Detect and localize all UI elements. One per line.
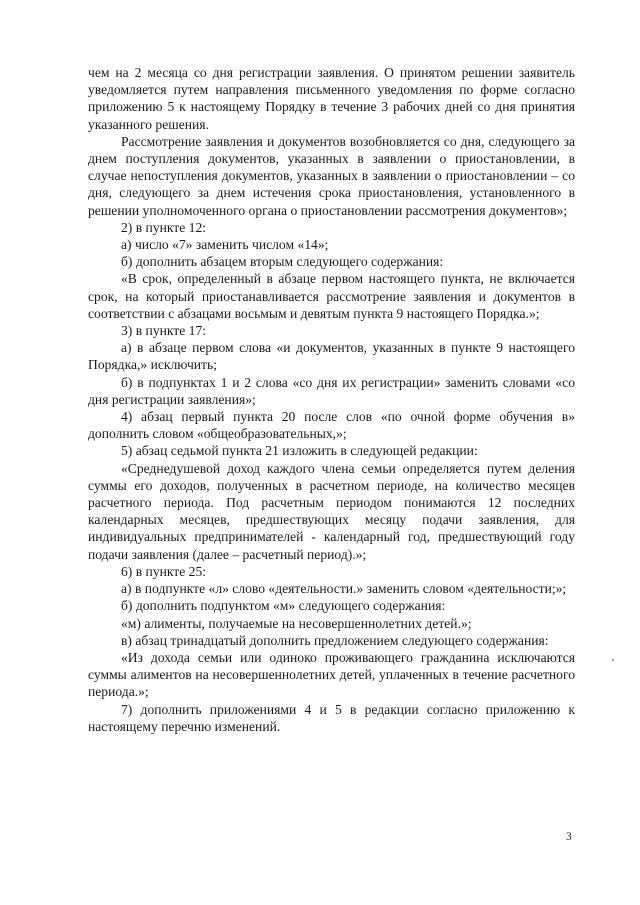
paragraph-item-3b: б) в подпунктах 1 и 2 слова «со дня их регистрации» заменить словами «со дня регистрации заявления»; xyxy=(88,374,575,407)
paragraph-quote-exclusion: «Из дохода семьи или одиноко проживающего гражданина исключаются суммы алиментов на несовершеннолетних детей, уплаченных в течение расчетного периода.»; xyxy=(88,649,575,700)
paragraph-item-2: 2) в пункте 12: xyxy=(121,219,207,235)
paragraph-item-5: 5) абзац седьмой пункта 21 изложить в следующей редакции: xyxy=(121,443,478,459)
paragraph-item-7: 7) дополнить приложениями 4 и 5 в редакции согласно приложению к настоящему перечню изменений. xyxy=(88,701,575,734)
paragraph-deadline-extension: чем на 2 месяца со дня регистрации заявления. О принятом решении заявитель уведомляется путем направления письменного уведомления по форме согласно приложению 5 к настоящему Порядку в течение 3 рабочих дней со дня принятия указанного решения. xyxy=(88,65,575,132)
paragraph-item-3a: а) в абзаце первом слова «и документов, указанных в пункте 9 настоящего Порядка,» исключить; xyxy=(88,340,575,373)
paragraph-quote-income: «Среднедушевой доход каждого члена семьи определяется путем деления суммы его доходов, полученных в расчетном периоде, на количество месяцев расчетного периода. Под расчетным периодом понимаются 12 последних календарных месяцев, предшествующих месяцу подачи заявления, для индивидуальных предпринимателей - календарный год, предшествующий году подачи заявления (далее – расчетный период).»; xyxy=(88,460,575,562)
paragraph-item-6b: б) дополнить подпунктом «м» следующего содержания: xyxy=(121,598,446,614)
paragraph-item-6v: в) абзац тринадцатый дополнить предложением следующего содержания: xyxy=(121,632,549,648)
paragraph-quote-term: «В срок, определенный в абзаце первом настоящего пункта, не включается срок, на который приостанавливается рассмотрение заявления и документов в соответствии с абзацами восьмым и девятым пункта 9 настоящего Порядка.»; xyxy=(88,271,575,321)
page-number: 3 xyxy=(566,831,572,843)
paragraph-resumption: Рассмотрение заявления и документов возобновляется со дня, следующего за днем поступления документов, указанных в заявлении о приостановлении, в случае непоступления документов, указанных в заявлении о приостановлении – со дня, следующего за днем истечения срока приостановления, установленного в решении уполномоченного органа о приостановлении рассмотрения документов»; xyxy=(88,133,575,218)
paragraph-quote-alimony: «м) алименты, получаемые на несовершеннолетних детей.»; xyxy=(121,615,472,631)
paragraph-item-6a: а) в подпункте «л» слово «деятельности.» заменить словом «деятельности;»; xyxy=(121,581,567,597)
paragraph-item-3: 3) в пункте 17: xyxy=(121,323,207,339)
paragraph-item-4: 4) абзац первый пункта 20 после слов «по очной форме обучения в» дополнить словом «общеобразовательных,»; xyxy=(88,409,575,442)
paragraph-item-2b: б) дополнить абзацем вторым следующего содержания: xyxy=(121,254,444,270)
paragraph-item-2a: а) число «7» заменить числом «14»; xyxy=(121,237,329,253)
paragraph-item-6: 6) в пункте 25: xyxy=(121,563,207,579)
scan-speck xyxy=(612,659,614,661)
document-body xyxy=(88,64,575,735)
